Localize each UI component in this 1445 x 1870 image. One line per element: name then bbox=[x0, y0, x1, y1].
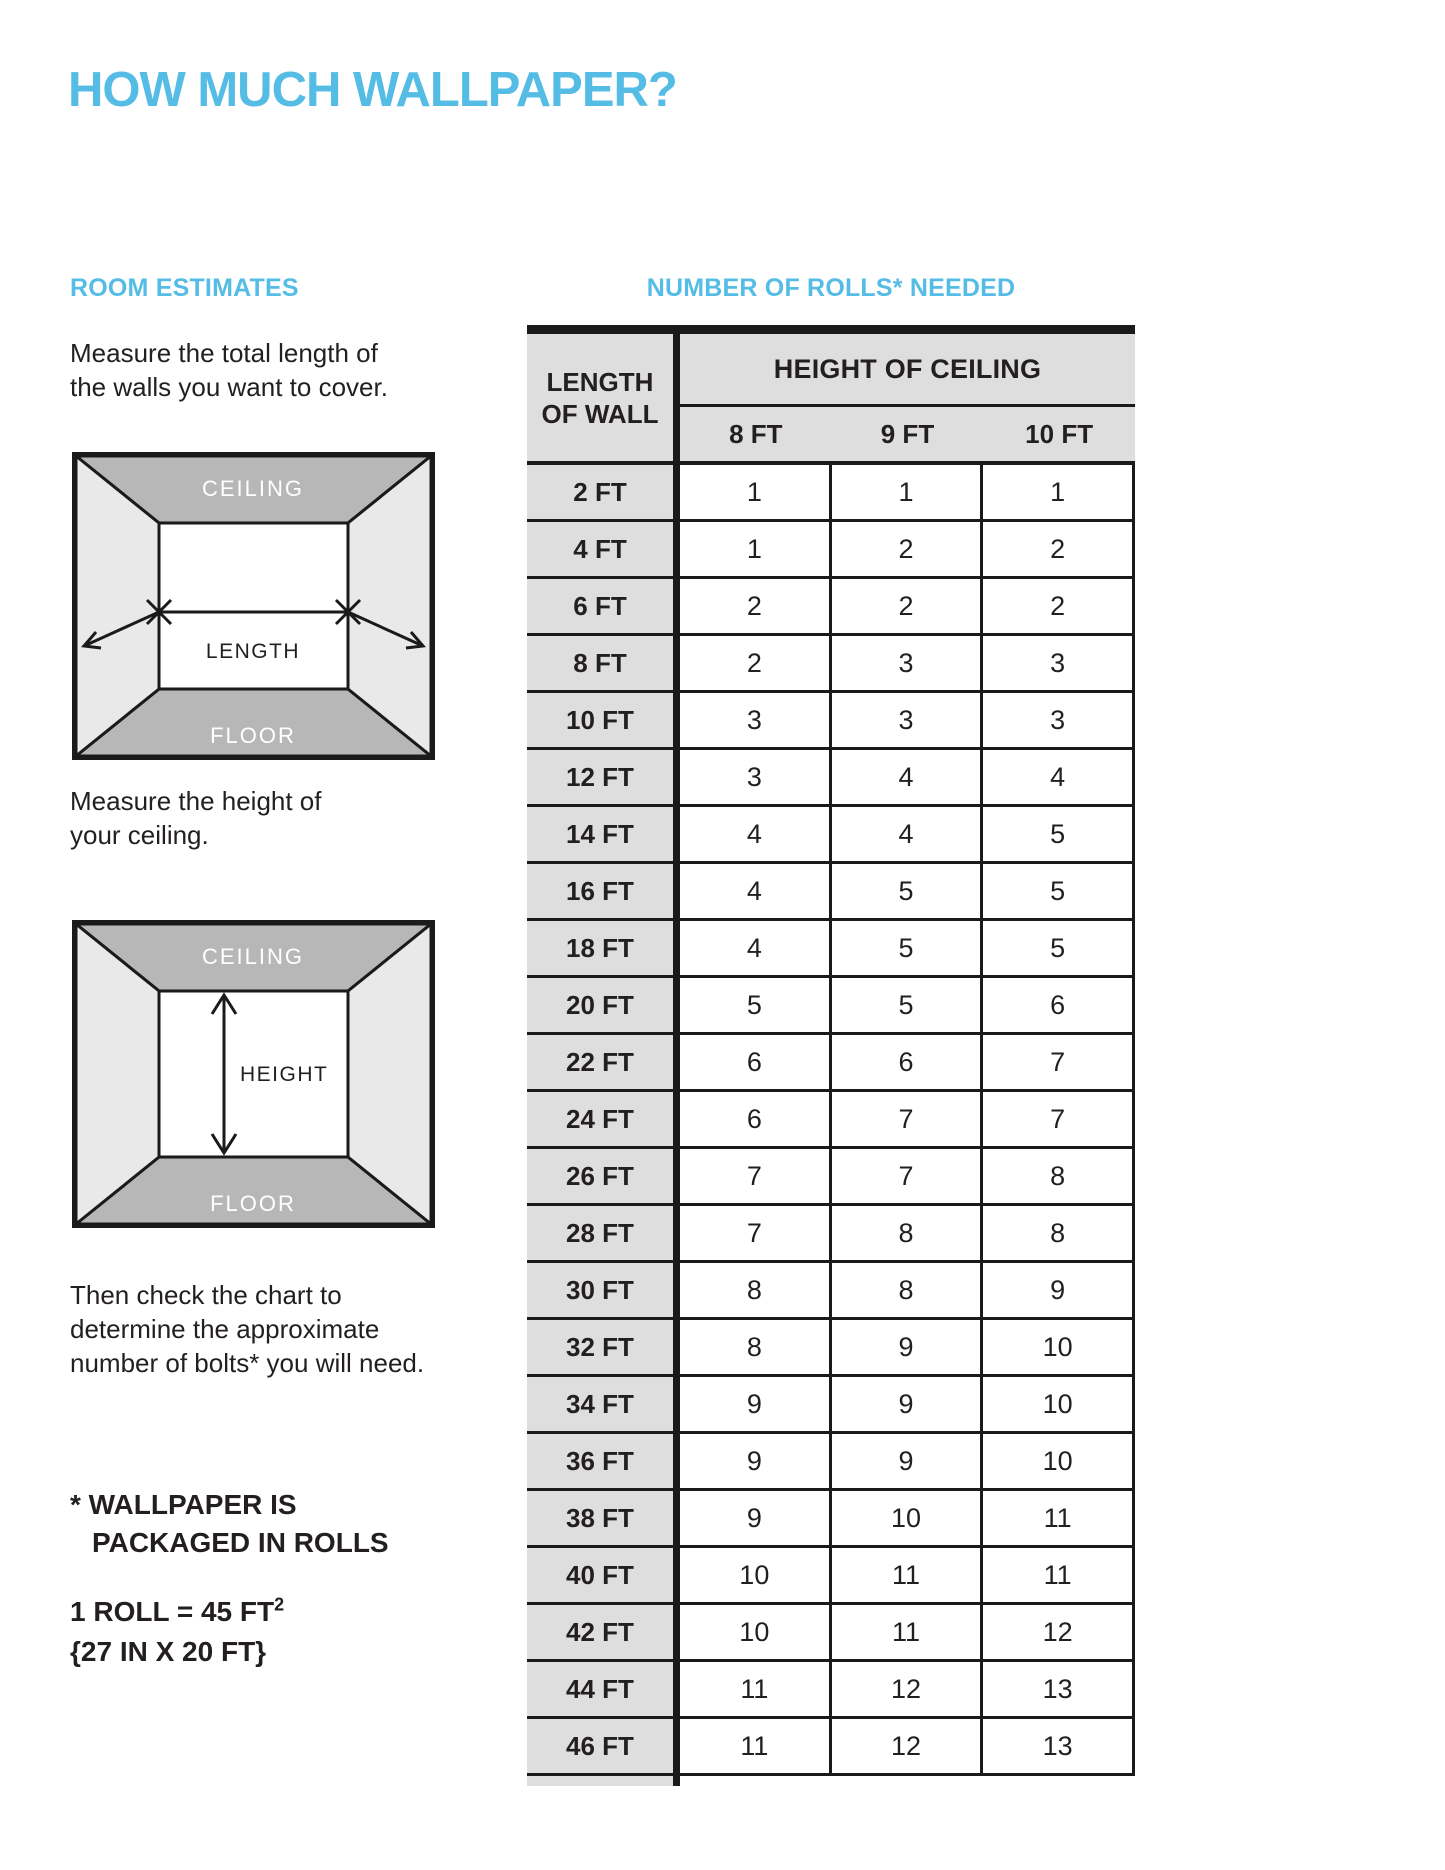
table-row bbox=[527, 807, 1135, 864]
roll-count-cell: 7 bbox=[983, 1092, 1135, 1149]
wall-length-label: 44 FT bbox=[527, 1662, 680, 1719]
roll-count-cell: 13 bbox=[983, 1662, 1135, 1719]
roll-count-cell: 8 bbox=[832, 1206, 984, 1263]
roll-size-spec bbox=[70, 1592, 284, 1672]
wallpaper-rolls-footnote bbox=[70, 1486, 389, 1562]
roll-count-cell: 8 bbox=[983, 1149, 1135, 1206]
rolls-needed-heading: NUMBER OF ROLLS* NEEDED bbox=[646, 274, 1016, 302]
table-row bbox=[527, 978, 1135, 1035]
table-row bbox=[527, 1434, 1135, 1491]
wall-length-label: 32 FT bbox=[527, 1320, 680, 1377]
table-row bbox=[527, 1263, 1135, 1320]
column-header-10ft: 10 FT bbox=[1025, 418, 1094, 449]
height-label: HEIGHT bbox=[240, 1063, 329, 1086]
table-row bbox=[527, 921, 1135, 978]
instruction-line: Then check the chart to bbox=[70, 1280, 342, 1310]
roll-count-cell: 9 bbox=[832, 1320, 984, 1377]
table-header-row bbox=[527, 334, 1135, 465]
ceiling-height-header-group bbox=[680, 334, 1135, 461]
table-row bbox=[527, 465, 1135, 522]
table-row bbox=[527, 1320, 1135, 1377]
roll-count-cell: 8 bbox=[680, 1320, 832, 1377]
measure-height-instruction bbox=[70, 784, 322, 852]
roll-count-cell: 13 bbox=[983, 1719, 1135, 1776]
length-of-wall-header bbox=[527, 334, 680, 461]
roll-count-cell: 4 bbox=[680, 807, 832, 864]
table-row bbox=[527, 864, 1135, 921]
roll-count-cell: 7 bbox=[832, 1092, 984, 1149]
roll-count-cell: 1 bbox=[680, 522, 832, 579]
roll-count-cell: 4 bbox=[832, 807, 984, 864]
roll-count-cell: 7 bbox=[983, 1035, 1135, 1092]
floor-label: FLOOR bbox=[210, 723, 296, 748]
instruction-line: your ceiling. bbox=[70, 820, 209, 850]
roll-count-cell: 7 bbox=[680, 1206, 832, 1263]
instruction-line: number of bolts* you will need. bbox=[70, 1348, 425, 1378]
roll-size-line: {27 IN X 20 FT} bbox=[70, 1636, 267, 1667]
instruction-line: Measure the total length of bbox=[70, 338, 378, 368]
wall-length-label: 2 FT bbox=[527, 465, 680, 522]
roll-count-cell: 3 bbox=[983, 693, 1135, 750]
roll-count-cell: 5 bbox=[983, 807, 1135, 864]
check-chart-instruction bbox=[70, 1278, 424, 1380]
ceiling-label: CEILING bbox=[201, 944, 305, 969]
wall-length-label: 18 FT bbox=[527, 921, 680, 978]
table-row bbox=[527, 522, 1135, 579]
roll-count-cell: 8 bbox=[983, 1206, 1135, 1263]
table-row bbox=[527, 1491, 1135, 1548]
roll-count-cell: 11 bbox=[983, 1491, 1135, 1548]
wall-length-label: 42 FT bbox=[527, 1605, 680, 1662]
roll-count-cell: 7 bbox=[832, 1149, 984, 1206]
roll-count-cell: 2 bbox=[680, 636, 832, 693]
wall-length-label: 24 FT bbox=[527, 1092, 680, 1149]
wall-length-label: 8 FT bbox=[527, 636, 680, 693]
footnote-line: PACKAGED IN ROLLS bbox=[92, 1527, 389, 1558]
column-header-8ft: 8 FT bbox=[729, 418, 783, 449]
table-row bbox=[527, 1092, 1135, 1149]
roll-count-cell: 4 bbox=[832, 750, 984, 807]
roll-count-cell: 5 bbox=[832, 921, 984, 978]
roll-count-cell: 6 bbox=[680, 1092, 832, 1149]
height-of-ceiling-header: HEIGHT OF CEILING bbox=[680, 334, 1135, 407]
roll-count-cell: 1 bbox=[983, 465, 1135, 522]
wall-length-label: 4 FT bbox=[527, 522, 680, 579]
ceiling-label: CEILING bbox=[201, 476, 305, 501]
roll-count-cell: 4 bbox=[680, 921, 832, 978]
roll-count-cell: 10 bbox=[680, 1605, 832, 1662]
roll-count-cell: 9 bbox=[680, 1434, 832, 1491]
roll-size-text: 1 ROLL = 45 FT bbox=[70, 1596, 275, 1627]
roll-count-cell: 2 bbox=[983, 522, 1135, 579]
roll-count-cell: 10 bbox=[983, 1434, 1135, 1491]
room-estimates-heading: ROOM ESTIMATES bbox=[70, 274, 299, 302]
back-wall-panel bbox=[159, 523, 348, 689]
roll-count-cell: 4 bbox=[983, 750, 1135, 807]
roll-count-cell: 10 bbox=[832, 1491, 984, 1548]
roll-count-cell: 2 bbox=[832, 579, 984, 636]
roll-count-cell: 2 bbox=[983, 579, 1135, 636]
instruction-line: Measure the height of bbox=[70, 786, 322, 816]
roll-count-cell: 12 bbox=[832, 1662, 984, 1719]
room-height-diagram bbox=[72, 920, 435, 1228]
roll-count-cell: 7 bbox=[680, 1149, 832, 1206]
table-row bbox=[527, 693, 1135, 750]
roll-count-cell: 1 bbox=[832, 465, 984, 522]
roll-count-cell: 10 bbox=[983, 1377, 1135, 1434]
roll-count-cell: 3 bbox=[680, 750, 832, 807]
wall-length-label: 20 FT bbox=[527, 978, 680, 1035]
roll-count-cell: 9 bbox=[680, 1377, 832, 1434]
table-row bbox=[527, 1035, 1135, 1092]
instruction-line: the walls you want to cover. bbox=[70, 372, 388, 402]
rolls-table bbox=[527, 325, 1135, 1786]
table-body bbox=[527, 465, 1135, 1776]
footnote-line: * WALLPAPER IS bbox=[70, 1489, 297, 1520]
table-row bbox=[527, 1149, 1135, 1206]
roll-count-cell: 11 bbox=[680, 1719, 832, 1776]
wall-length-label: 36 FT bbox=[527, 1434, 680, 1491]
roll-count-cell: 3 bbox=[832, 636, 984, 693]
instruction-line: determine the approximate bbox=[70, 1314, 380, 1344]
room-length-diagram bbox=[72, 452, 435, 760]
roll-count-cell: 5 bbox=[983, 864, 1135, 921]
table-row bbox=[527, 1662, 1135, 1719]
roll-count-cell: 1 bbox=[680, 465, 832, 522]
wall-length-label: 30 FT bbox=[527, 1263, 680, 1320]
length-label: LENGTH bbox=[205, 640, 301, 663]
roll-count-cell: 11 bbox=[983, 1548, 1135, 1605]
table-row bbox=[527, 1377, 1135, 1434]
roll-count-cell: 2 bbox=[832, 522, 984, 579]
roll-size-superscript: 2 bbox=[274, 1594, 285, 1615]
page-title: HOW MUCH WALLPAPER? bbox=[68, 63, 677, 117]
roll-count-cell: 4 bbox=[680, 864, 832, 921]
wall-length-label: 22 FT bbox=[527, 1035, 680, 1092]
roll-count-cell: 5 bbox=[832, 864, 984, 921]
roll-count-cell: 3 bbox=[983, 636, 1135, 693]
table-top-border bbox=[527, 325, 1135, 334]
wall-length-label: 6 FT bbox=[527, 579, 680, 636]
roll-count-cell: 9 bbox=[680, 1491, 832, 1548]
length-of-wall-line: OF WALL bbox=[541, 398, 659, 429]
roll-count-cell: 9 bbox=[983, 1263, 1135, 1320]
ceiling-height-columns bbox=[680, 407, 1135, 461]
table-row bbox=[527, 579, 1135, 636]
table-row bbox=[527, 1719, 1135, 1776]
roll-count-cell: 11 bbox=[680, 1662, 832, 1719]
roll-count-cell: 3 bbox=[680, 693, 832, 750]
roll-count-cell: 12 bbox=[983, 1605, 1135, 1662]
wall-length-label: 26 FT bbox=[527, 1149, 680, 1206]
wall-length-label: 28 FT bbox=[527, 1206, 680, 1263]
wall-length-label: 16 FT bbox=[527, 864, 680, 921]
wall-length-label: 46 FT bbox=[527, 1719, 680, 1776]
table-row bbox=[527, 1206, 1135, 1263]
roll-count-cell: 3 bbox=[832, 693, 984, 750]
roll-count-cell: 9 bbox=[832, 1434, 984, 1491]
roll-count-cell: 5 bbox=[832, 978, 984, 1035]
wall-length-label: 12 FT bbox=[527, 750, 680, 807]
table-label-column-tail bbox=[527, 1776, 680, 1786]
roll-count-cell: 5 bbox=[680, 978, 832, 1035]
roll-count-cell: 2 bbox=[680, 579, 832, 636]
column-header-9ft: 9 FT bbox=[880, 418, 935, 449]
table-row bbox=[527, 1605, 1135, 1662]
roll-count-cell: 5 bbox=[983, 921, 1135, 978]
wall-length-label: 14 FT bbox=[527, 807, 680, 864]
roll-count-cell: 10 bbox=[983, 1320, 1135, 1377]
wall-length-label: 38 FT bbox=[527, 1491, 680, 1548]
wall-length-label: 40 FT bbox=[527, 1548, 680, 1605]
wall-length-label: 34 FT bbox=[527, 1377, 680, 1434]
floor-label: FLOOR bbox=[210, 1191, 296, 1216]
roll-count-cell: 6 bbox=[680, 1035, 832, 1092]
roll-count-cell: 8 bbox=[680, 1263, 832, 1320]
roll-count-cell: 8 bbox=[832, 1263, 984, 1320]
roll-size-line bbox=[70, 1592, 284, 1632]
roll-count-cell: 12 bbox=[832, 1719, 984, 1776]
roll-count-cell: 11 bbox=[832, 1605, 984, 1662]
roll-count-cell: 11 bbox=[832, 1548, 984, 1605]
table-row bbox=[527, 636, 1135, 693]
measure-length-instruction bbox=[70, 336, 388, 404]
wall-length-label: 10 FT bbox=[527, 693, 680, 750]
roll-count-cell: 6 bbox=[983, 978, 1135, 1035]
table-row bbox=[527, 750, 1135, 807]
table-row bbox=[527, 1548, 1135, 1605]
roll-count-cell: 9 bbox=[832, 1377, 984, 1434]
length-of-wall-line: LENGTH bbox=[546, 366, 654, 397]
roll-count-cell: 6 bbox=[832, 1035, 984, 1092]
roll-count-cell: 10 bbox=[680, 1548, 832, 1605]
